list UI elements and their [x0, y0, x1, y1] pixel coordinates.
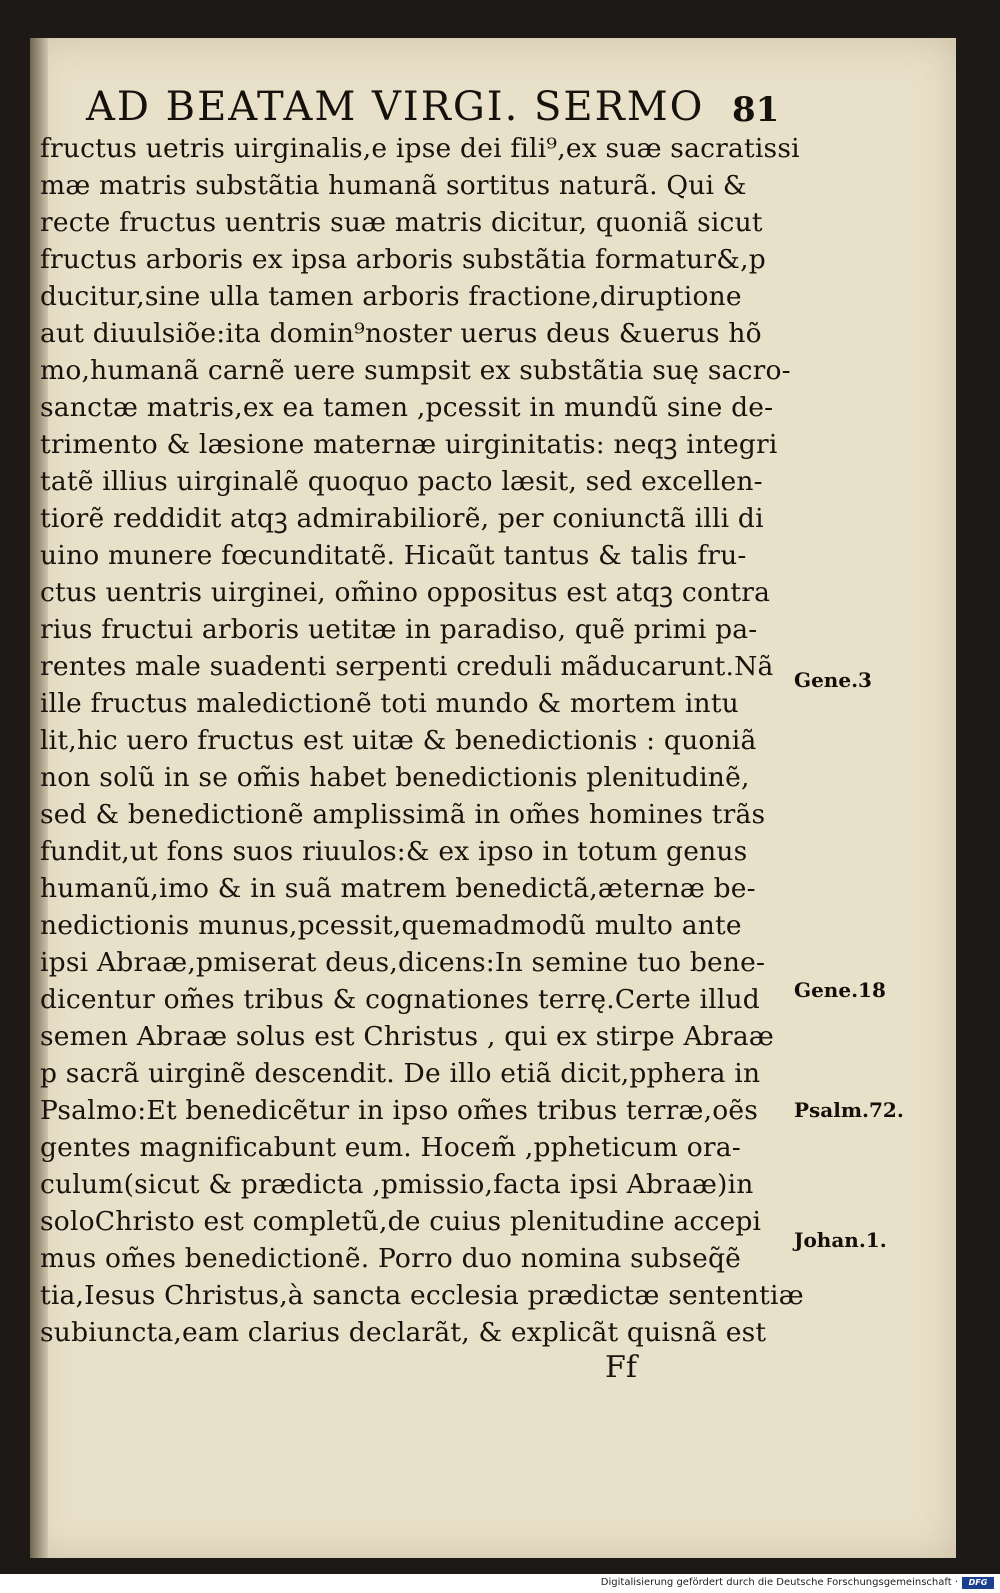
text-line: rius fructui arboris uetitæ in paradiso, quẽ primi pa-	[40, 614, 758, 645]
text-line: ille fructus maledictionẽ toti mundo & mortem intu	[40, 688, 739, 719]
text-line: nedictionis munus,pcessit,quemadmodũ multo ante	[40, 910, 742, 941]
text-line: p sacrã uirginẽ descendit. De illo etiã dicit,pphera in	[40, 1058, 761, 1089]
text-line: soloChristo est completũ,de cuius plenitudine accepi	[40, 1206, 762, 1237]
running-head: AD BEATAM VIRGI. SERMO	[86, 84, 705, 130]
dfg-logo: DFG	[962, 1577, 994, 1589]
text-line: rentes male suadenti serpenti creduli mãducarunt.Nã	[40, 651, 774, 682]
text-line: non solũ in se om̃is habet benedictionis plenitudinẽ,	[40, 762, 750, 793]
text-line: tiorẽ reddidit atqꝫ admirabiliorẽ, per coniunctã illi di	[40, 503, 764, 534]
marginal-note-psalm-72: Psalm.72.	[794, 1098, 904, 1122]
text-line: recte fructus uentris suæ matris dicitur, quoniã sicut	[40, 207, 763, 238]
text-line: Psalmo:Et benedicẽtur in ipso om̃es tribus terræ,oẽs	[40, 1095, 759, 1126]
text-line: sanctæ matris,ex ea tamen ,pcessit in mundũ sine de-	[40, 392, 774, 423]
text-line: sed & benedictionẽ amplissimã in om̃es homines trãs	[40, 799, 766, 830]
text-line: trimento & læsione maternæ uirginitatis: neqꝫ integri	[40, 429, 778, 460]
marginal-note-john-1: Johan.1.	[794, 1228, 887, 1252]
text-line: mæ matris substãtia humanã sortitus naturã. Qui &	[40, 170, 747, 201]
signature-mark: Ff	[605, 1350, 637, 1385]
text-line: aut diuulsiõe:ita domin⁹noster uerus deus &uerus hõ	[40, 318, 762, 349]
text-line: fundit,ut fons suos riuulos:& ex ipso in totum genus	[40, 836, 748, 867]
text-line: fructus uetris uirginalis,e ipse dei fili⁹,ex suæ sacratissi	[40, 133, 800, 164]
text-line: dicentur om̃es tribus & cognationes terrę.Certe illud	[40, 984, 760, 1015]
text-line: gentes magnificabunt eum. Hocem̃ ,ppheticum ora-	[40, 1132, 741, 1163]
text-line: fructus arboris ex ipsa arboris substãtia formatur&,p	[40, 244, 766, 275]
folio-number: 81	[732, 90, 780, 130]
text-line: tia,Iesus Christus,à sancta ecclesia prædictæ sententiæ	[40, 1280, 804, 1311]
text-line: ducitur,sine ulla tamen arboris fractione,diruptione	[40, 281, 742, 312]
text-line: lit,hic uero fructus est uitæ & benedictionis : quoniã	[40, 725, 757, 756]
funding-credit: Digitalisierung gefördert durch die Deutsche Forschungsgemeinschaft ·	[600, 1577, 958, 1588]
text-line: semen Abraæ solus est Christus , qui ex stirpe Abraæ	[40, 1021, 774, 1052]
text-line: subiuncta,eam clarius declarãt, & explicãt quisnã est	[40, 1317, 767, 1348]
text-line: uino munere fœcunditatẽ. Hicaũt tantus & talis fru-	[40, 540, 747, 571]
text-line: mus om̃es benedictionẽ. Porro duo nomina subseq̃ẽ	[40, 1243, 742, 1274]
text-line: ctus uentris uirginei, om̃ino oppositus est atqꝫ contra	[40, 577, 771, 608]
text-line: ipsi Abraæ,pmiserat deus,dicens:In semine tuo bene-	[40, 947, 766, 978]
footer-bar	[0, 1574, 1000, 1593]
text-line: culum(sicut & prædicta ,pmissio,facta ipsi Abraæ)in	[40, 1169, 754, 1200]
marginal-note-genesis-3: Gene.3	[794, 668, 872, 692]
marginal-note-genesis-18: Gene.18	[794, 978, 886, 1002]
text-line: mo,humanã carnẽ uere sumpsit ex substãtia suę sacro-	[40, 355, 791, 386]
text-line: tatẽ illius uirginalẽ quoquo pacto læsit, sed excellen-	[40, 466, 763, 497]
text-line: humanũ,imo & in suã matrem benedictã,æternæ be-	[40, 873, 756, 904]
